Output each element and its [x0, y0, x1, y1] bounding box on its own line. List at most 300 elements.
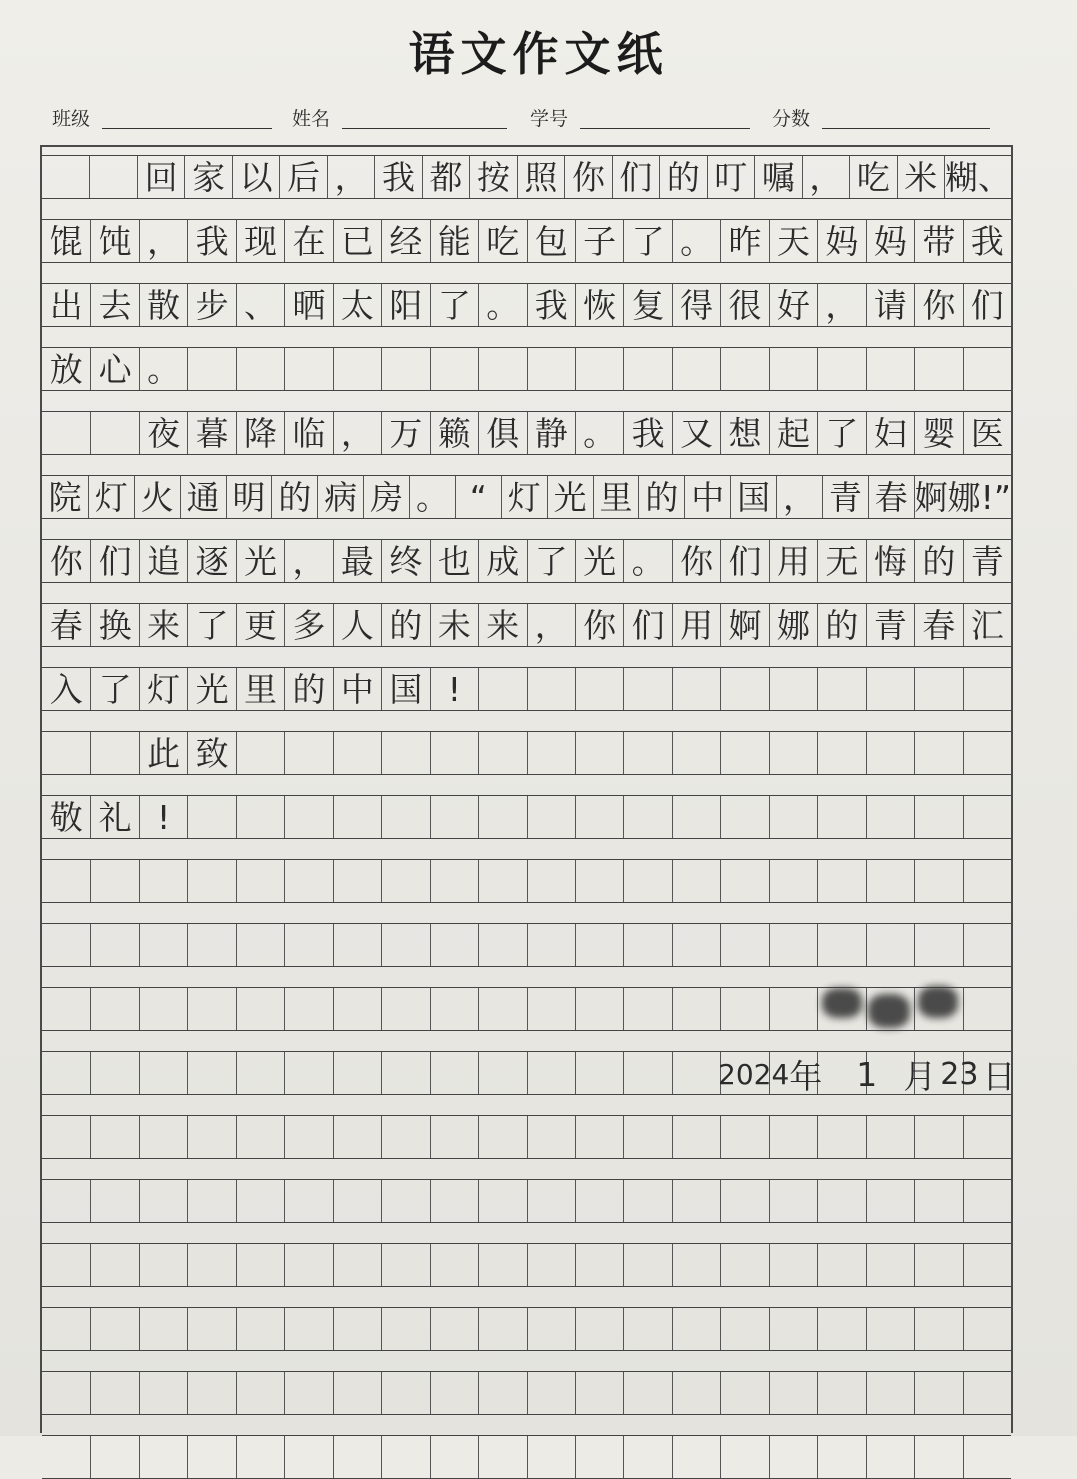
- grid-cell: [333, 860, 381, 902]
- page-title: 语文作文纸: [408, 27, 669, 81]
- grid-cell: [430, 348, 478, 390]
- grid-cell: 终: [381, 540, 429, 582]
- grid-cell: 用: [769, 540, 817, 582]
- grid-cell: 也: [430, 540, 478, 582]
- grid-cell: [769, 860, 817, 902]
- grid-cell: 明: [226, 476, 272, 518]
- grid-cell: 中: [684, 476, 730, 518]
- class-field: [102, 128, 272, 129]
- grid-cell: [575, 1308, 623, 1350]
- grid-cell: [866, 1116, 914, 1158]
- grid-cell: [42, 988, 90, 1030]
- grid-row: [42, 283, 1011, 327]
- grid-cell: [817, 1116, 865, 1158]
- grid-cell: ，: [527, 604, 575, 646]
- grid-cell: [963, 796, 1011, 838]
- grid-cell: [672, 1116, 720, 1158]
- grid-cell: [623, 1372, 671, 1414]
- grid-cell: 我: [623, 412, 671, 454]
- grid-cell: [381, 1436, 429, 1478]
- grid-cell: 恢: [575, 284, 623, 326]
- grid-cell: [139, 1052, 187, 1094]
- grid-cell: [914, 1308, 962, 1350]
- grid-cell: 了: [623, 220, 671, 262]
- grid-cell: 用: [672, 604, 720, 646]
- grid-cell: [90, 1052, 138, 1094]
- grid-cell: [623, 732, 671, 774]
- grid-cell: [478, 1116, 526, 1158]
- grid-cell: 天: [769, 220, 817, 262]
- grid-cell: [963, 668, 1011, 710]
- grid-cell: [769, 1436, 817, 1478]
- grid-cell: [381, 1180, 429, 1222]
- grid-cell: [236, 1308, 284, 1350]
- grid-cell: [914, 1116, 962, 1158]
- grid-row: [42, 155, 1011, 199]
- signature-redacted: [818, 980, 968, 1032]
- grid-cell: [478, 796, 526, 838]
- grid-cell: [672, 1244, 720, 1286]
- grid-cell: 按: [469, 156, 516, 198]
- grid-cell: 阳: [381, 284, 429, 326]
- grid-cell: [817, 1372, 865, 1414]
- grid-cell: [623, 860, 671, 902]
- grid-cell: [284, 1180, 332, 1222]
- grid-cell: [139, 1372, 187, 1414]
- grid-cell: [187, 860, 235, 902]
- grid-cell: [672, 924, 720, 966]
- grid-cell: [720, 668, 768, 710]
- grid-cell: [575, 1116, 623, 1158]
- grid-cell: !: [430, 668, 478, 710]
- grid-cell: [527, 860, 575, 902]
- grid-cell: [914, 732, 962, 774]
- grid-cell: [284, 1372, 332, 1414]
- name-field: [342, 128, 507, 129]
- grid-cell: [236, 1372, 284, 1414]
- grid-cell: 此: [139, 732, 187, 774]
- grid-row: [42, 1435, 1011, 1479]
- grid-cell: [914, 1244, 962, 1286]
- grid-cell: [866, 668, 914, 710]
- grid-row: [42, 1179, 1011, 1223]
- grid-cell: [284, 924, 332, 966]
- grid-cell: 无: [817, 540, 865, 582]
- grid-cell: 的: [381, 604, 429, 646]
- grid-cell: [963, 1436, 1011, 1478]
- grid-cell: [817, 1244, 865, 1286]
- grid-cell: [381, 1244, 429, 1286]
- grid-cell: 逐: [187, 540, 235, 582]
- grid-cell: [817, 1308, 865, 1350]
- grid-cell: [90, 860, 138, 902]
- grid-cell: 婀: [720, 604, 768, 646]
- name-label: 姓名: [292, 108, 331, 130]
- grid-cell: 娜: [769, 604, 817, 646]
- grid-cell: [866, 860, 914, 902]
- grid-cell: [333, 1244, 381, 1286]
- grid-cell: [575, 348, 623, 390]
- grid-cell: 汇: [963, 604, 1011, 646]
- grid-cell: [333, 732, 381, 774]
- grid-cell: [187, 1244, 235, 1286]
- date-day: 23: [940, 1056, 979, 1092]
- grid-cell: 妇: [866, 412, 914, 454]
- grid-cell: [769, 732, 817, 774]
- grid-cell: [914, 924, 962, 966]
- grid-cell: 、: [236, 284, 284, 326]
- grid-cell: 带: [914, 220, 962, 262]
- grid-cell: [90, 412, 138, 454]
- grid-cell: [672, 1180, 720, 1222]
- grid-cell: [430, 1052, 478, 1094]
- grid-cell: [478, 668, 526, 710]
- grid-cell: 我: [527, 284, 575, 326]
- grid-cell: [575, 796, 623, 838]
- grid-cell: [527, 348, 575, 390]
- grid-cell: [963, 988, 1011, 1030]
- grid-cell: [720, 796, 768, 838]
- grid-cell: [478, 348, 526, 390]
- grid-cell: 婀娜!”: [914, 477, 1011, 517]
- grid-cell: [89, 156, 136, 198]
- grid-cell: [866, 348, 914, 390]
- grid-cell: [139, 1436, 187, 1478]
- student-info-row: [52, 104, 1012, 138]
- grid-cell: [672, 1372, 720, 1414]
- grid-cell: [527, 732, 575, 774]
- grid-cell: [963, 1372, 1011, 1414]
- grid-cell: 换: [90, 604, 138, 646]
- grid-cell: [90, 988, 138, 1030]
- grid-cell: [333, 1372, 381, 1414]
- grid-cell: [333, 1052, 381, 1094]
- grid-cell: [623, 796, 671, 838]
- grid-cell: [672, 668, 720, 710]
- grid-cell: 临: [284, 412, 332, 454]
- grid-cell: [672, 860, 720, 902]
- grid-cell: [623, 1436, 671, 1478]
- grid-cell: 的: [638, 476, 684, 518]
- grid-cell: [284, 1308, 332, 1350]
- grid-cell: [187, 1308, 235, 1350]
- grid-row: [42, 923, 1011, 967]
- grid-cell: 的: [659, 156, 706, 198]
- grid-cell: 致: [187, 732, 235, 774]
- grid-cell: [914, 860, 962, 902]
- grid-cell: 米: [897, 156, 944, 198]
- grid-cell: 回: [137, 156, 184, 198]
- grid-cell: [575, 1244, 623, 1286]
- grid-row: [42, 1243, 1011, 1287]
- grid-cell: ，: [139, 220, 187, 262]
- grid-cell: [866, 1372, 914, 1414]
- grid-cell: [963, 1180, 1011, 1222]
- grid-cell: [236, 860, 284, 902]
- grid-cell: [236, 796, 284, 838]
- grid-cell: [720, 924, 768, 966]
- grid-cell: [623, 668, 671, 710]
- grid-cell: [720, 1244, 768, 1286]
- grid-cell: [623, 1308, 671, 1350]
- grid-cell: [478, 1244, 526, 1286]
- grid-cell: 病: [317, 476, 363, 518]
- grid-cell: 。: [623, 540, 671, 582]
- grid-cell: [623, 348, 671, 390]
- grid-cell: [623, 924, 671, 966]
- grid-cell: [720, 988, 768, 1030]
- grid-cell: [381, 1116, 429, 1158]
- grid-cell: [478, 732, 526, 774]
- grid-cell: [623, 1180, 671, 1222]
- grid-cell: [90, 924, 138, 966]
- grid-cell: [575, 860, 623, 902]
- grid-cell: 院: [48, 477, 82, 517]
- grid-row: [42, 667, 1011, 711]
- grid-cell: [430, 1308, 478, 1350]
- grid-cell: 去: [90, 284, 138, 326]
- grid-cell: [284, 988, 332, 1030]
- grid-cell: [139, 860, 187, 902]
- grid-row: [42, 1371, 1011, 1415]
- grid-cell: [963, 1244, 1011, 1286]
- grid-cell: 的: [271, 476, 317, 518]
- grid-cell: [430, 732, 478, 774]
- grid-cell: [672, 1308, 720, 1350]
- grid-cell: [769, 1372, 817, 1414]
- grid-cell: 成: [478, 540, 526, 582]
- grid-cell: [42, 1052, 90, 1094]
- grid-cell: 叮: [707, 156, 754, 198]
- grid-row: [42, 1115, 1011, 1159]
- grid-cell: [478, 988, 526, 1030]
- grid-cell: [672, 988, 720, 1030]
- grid-cell: [720, 732, 768, 774]
- grid-cell: 好: [769, 284, 817, 326]
- score-field: [822, 128, 990, 129]
- grid-cell: [575, 732, 623, 774]
- grid-cell: 了: [187, 604, 235, 646]
- grid-cell: 们: [90, 540, 138, 582]
- grid-cell: ，: [776, 476, 822, 518]
- grid-cell: [139, 1308, 187, 1350]
- grid-cell: 降: [236, 412, 284, 454]
- grid-cell: 光: [187, 668, 235, 710]
- grid-cell: [866, 1436, 914, 1478]
- grid-cell: [236, 1436, 284, 1478]
- grid-cell: [333, 1308, 381, 1350]
- grid-cell: [672, 796, 720, 838]
- grid-cell: 俱: [478, 412, 526, 454]
- grid-cell: 吃: [849, 156, 896, 198]
- grid-row: [42, 795, 1011, 839]
- grid-cell: 们: [963, 284, 1011, 326]
- grid-cell: [769, 1308, 817, 1350]
- grid-cell: [90, 1308, 138, 1350]
- grid-cell: 都: [422, 156, 469, 198]
- grid-cell: [817, 668, 865, 710]
- grid-cell: [575, 668, 623, 710]
- grid-cell: [236, 1116, 284, 1158]
- grid-cell: 的: [817, 604, 865, 646]
- grid-cell: [42, 156, 89, 198]
- grid-cell: 未: [430, 604, 478, 646]
- grid-cell: [90, 1436, 138, 1478]
- grid-cell: [478, 1372, 526, 1414]
- grid-cell: 婴: [914, 412, 962, 454]
- grid-cell: [284, 1244, 332, 1286]
- grid-cell: [333, 924, 381, 966]
- grid-cell: 步: [187, 284, 235, 326]
- grid-cell: [478, 1180, 526, 1222]
- grid-cell: [381, 988, 429, 1030]
- grid-cell: [430, 796, 478, 838]
- grid-cell: [236, 924, 284, 966]
- grid-cell: 了: [90, 668, 138, 710]
- grid-cell: [769, 1116, 817, 1158]
- grid-cell: [236, 1180, 284, 1222]
- grid-cell: 已: [333, 220, 381, 262]
- grid-cell: 更: [236, 604, 284, 646]
- grid-cell: [527, 988, 575, 1030]
- grid-cell: [42, 1244, 90, 1286]
- grid-cell: [527, 924, 575, 966]
- grid-cell: 又: [672, 412, 720, 454]
- grid-cell: [769, 668, 817, 710]
- grid-cell: [914, 1372, 962, 1414]
- score-label: 分数: [772, 108, 811, 130]
- date-year-unit: 年: [789, 1056, 823, 1096]
- grid-cell: [527, 1308, 575, 1350]
- grid-cell: [381, 1052, 429, 1094]
- grid-cell: 以: [232, 156, 279, 198]
- grid-cell: 的: [284, 668, 332, 710]
- grid-cell: 复: [623, 284, 671, 326]
- grid-cell: 来: [139, 604, 187, 646]
- grid-cell: 晒: [284, 284, 332, 326]
- grid-cell: [672, 1052, 720, 1094]
- grid-cell: 昨: [720, 220, 768, 262]
- grid-cell: [139, 1116, 187, 1158]
- grid-cell: 通: [180, 476, 226, 518]
- grid-cell: [187, 348, 235, 390]
- grid-cell: 来: [478, 604, 526, 646]
- grid-cell: [381, 796, 429, 838]
- grid-cell: [914, 668, 962, 710]
- grid-cell: [42, 1308, 90, 1350]
- grid-cell: 夜: [139, 412, 187, 454]
- grid-cell: [769, 348, 817, 390]
- grid-cell: [720, 348, 768, 390]
- grid-row: [42, 731, 1011, 775]
- grid-cell: 。: [409, 476, 455, 518]
- grid-cell: [236, 1244, 284, 1286]
- grid-cell: [187, 1052, 235, 1094]
- grid-cell: [187, 1436, 235, 1478]
- grid-cell: [866, 924, 914, 966]
- grid-cell: 你: [575, 604, 623, 646]
- grid-cell: [527, 1052, 575, 1094]
- grid-cell: [817, 860, 865, 902]
- grid-cell: 。: [478, 284, 526, 326]
- grid-cell: [42, 1436, 90, 1478]
- grid-cell: [42, 412, 90, 454]
- grid-cell: [381, 1372, 429, 1414]
- grid-cell: 中: [333, 668, 381, 710]
- grid-cell: [284, 1116, 332, 1158]
- grid-cell: [42, 1116, 90, 1158]
- grid-cell: 很: [720, 284, 768, 326]
- grid-cell: [575, 1372, 623, 1414]
- grid-cell: 春: [49, 605, 83, 645]
- grid-cell: [333, 1180, 381, 1222]
- grid-cell: [430, 1116, 478, 1158]
- grid-cell: [430, 988, 478, 1030]
- grid-cell: [236, 988, 284, 1030]
- grid-cell: 灯: [88, 476, 134, 518]
- grid-cell: 你: [914, 284, 962, 326]
- grid-cell: [575, 988, 623, 1030]
- grid-cell: [817, 1180, 865, 1222]
- grid-cell: [672, 1436, 720, 1478]
- grid-cell: 在: [284, 220, 332, 262]
- grid-cell: [284, 1436, 332, 1478]
- grid-cell: 现: [236, 220, 284, 262]
- grid-cell: 光: [547, 476, 593, 518]
- grid-cell: [187, 988, 235, 1030]
- grid-row: [42, 411, 1011, 455]
- grid-cell: [914, 796, 962, 838]
- date-day-unit: 日: [982, 1056, 1016, 1096]
- grid-cell: [42, 732, 90, 774]
- grid-cell: 心: [90, 348, 138, 390]
- grid-row: [42, 1307, 1011, 1351]
- grid-cell: 敬: [49, 797, 83, 837]
- grid-cell: [90, 1180, 138, 1222]
- grid-cell: 妈: [866, 220, 914, 262]
- grid-cell: [720, 860, 768, 902]
- grid-cell: 妈: [817, 220, 865, 262]
- grid-cell: 们: [720, 540, 768, 582]
- grid-cell: 包: [527, 220, 575, 262]
- grid-cell: 的: [914, 540, 962, 582]
- grid-cell: 最: [333, 540, 381, 582]
- grid-cell: [963, 924, 1011, 966]
- date-month: 1: [856, 1054, 878, 1094]
- grid-cell: 灯: [139, 668, 187, 710]
- grid-cell: 你: [564, 156, 611, 198]
- grid-cell: 医: [963, 412, 1011, 454]
- grid-cell: [963, 732, 1011, 774]
- grid-cell: 得: [672, 284, 720, 326]
- grid-cell: [430, 1436, 478, 1478]
- grid-cell: [42, 1180, 90, 1222]
- grid-cell: 青: [963, 540, 1011, 582]
- grid-cell: 后: [279, 156, 326, 198]
- grid-cell: 了: [430, 284, 478, 326]
- grid-cell: 入: [49, 669, 83, 709]
- grid-cell: [381, 924, 429, 966]
- student-id-label: 学号: [530, 108, 569, 130]
- grid-cell: [963, 1116, 1011, 1158]
- grid-cell: [817, 1436, 865, 1478]
- grid-cell: 放: [49, 349, 83, 389]
- grid-cell: [430, 924, 478, 966]
- grid-cell: 籁: [430, 412, 478, 454]
- grid-cell: [720, 1116, 768, 1158]
- grid-cell: [430, 1180, 478, 1222]
- grid-cell: [139, 924, 187, 966]
